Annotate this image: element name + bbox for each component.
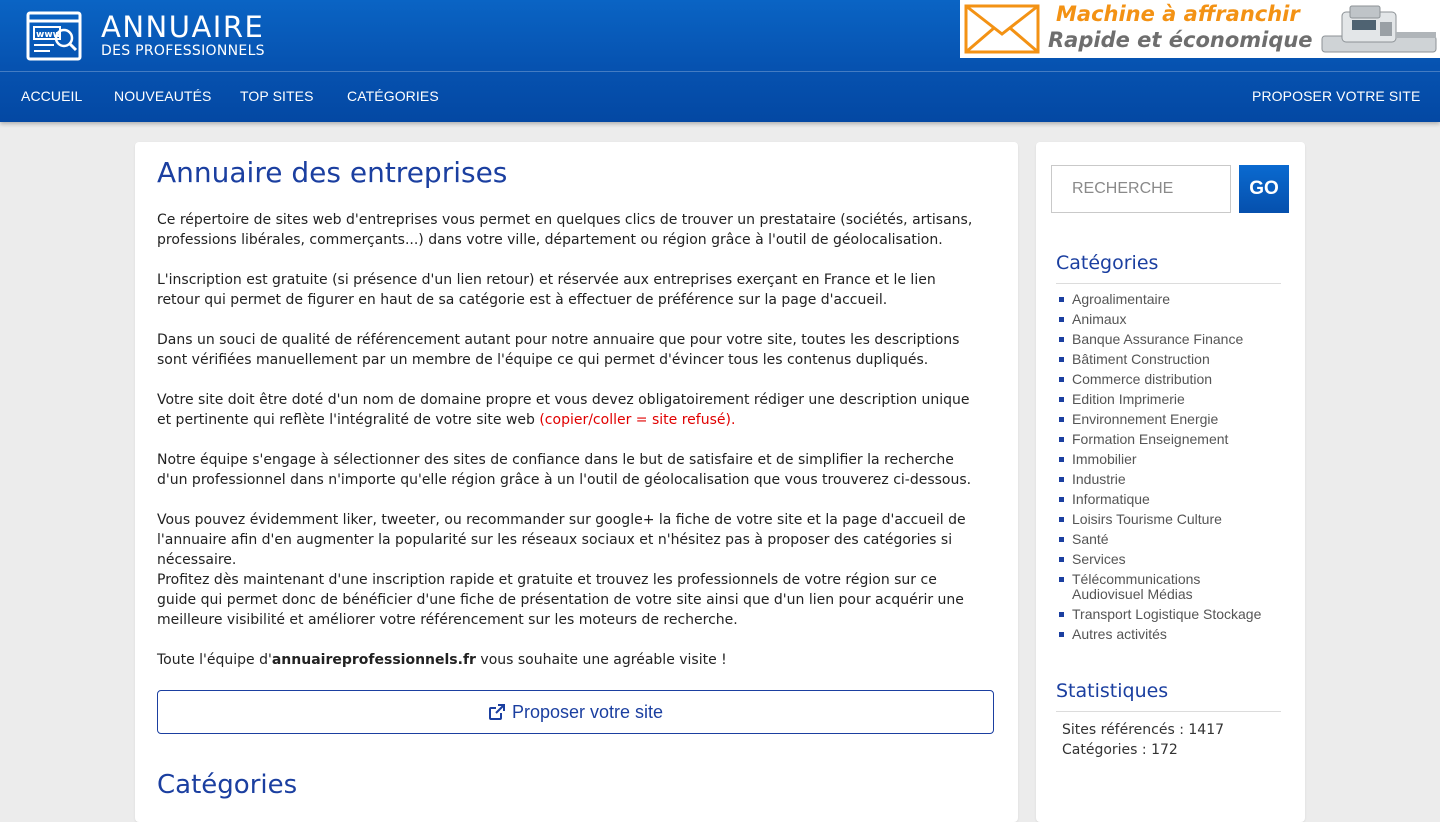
site-domain: annuaireprofessionnels.fr — [271, 652, 476, 668]
sidebar-categories-title: Catégories — [1056, 252, 1159, 274]
site-logo-subtitle[interactable]: DES PROFESSIONNELS — [101, 43, 265, 59]
search-go-button[interactable]: GO — [1239, 165, 1289, 213]
category-label: Animaux — [1072, 311, 1127, 327]
propose-site-label: Proposer votre site — [511, 701, 664, 722]
stat-sites-count: Sites référencés : 1417 — [1062, 722, 1225, 738]
stat-categories-count: Catégories : 172 — [1062, 742, 1178, 758]
category-label: Transport Logistique Stockage — [1072, 606, 1262, 622]
category-item[interactable] — [1059, 492, 1284, 507]
ad-headline: Machine à affranchir — [1056, 2, 1300, 26]
bullet-icon — [1059, 397, 1064, 402]
warning-period: . — [730, 412, 736, 428]
sidebar-stats-title: Statistiques — [1056, 680, 1169, 702]
category-item[interactable] — [1059, 572, 1232, 602]
intro-paragraph-8 — [157, 650, 977, 670]
bullet-icon — [1059, 337, 1064, 342]
categories-heading: Catégories — [157, 770, 298, 800]
bullet-icon — [1059, 357, 1064, 362]
ad-tagline: Rapide et économique — [1048, 28, 1313, 52]
page-title: Annuaire des entreprises — [157, 156, 508, 189]
www-browser-icon[interactable] — [26, 11, 82, 61]
divider — [1056, 283, 1281, 284]
category-label: Santé — [1072, 531, 1109, 547]
intro-paragraph-4 — [157, 390, 977, 430]
bullet-icon — [1059, 537, 1064, 542]
bullet-icon — [1059, 417, 1064, 422]
category-label: Commerce distribution — [1072, 371, 1213, 387]
category-label: Services — [1072, 551, 1126, 567]
category-item[interactable] — [1059, 412, 1284, 427]
top-bar — [0, 0, 1440, 72]
intro-paragraph-3: Dans un souci de qualité de référencement autant pour notre annuaire que pour votre site, toutes les descriptions sont vérifiées manuellement par un membre de l'équipe ce qui permet d'évincer tous les contenus dupliqués. — [157, 332, 960, 368]
envelope-icon — [964, 4, 1040, 54]
external-link-icon — [488, 703, 506, 721]
bullet-icon — [1059, 377, 1064, 382]
nav-categories[interactable]: CATÉGORIES — [347, 88, 439, 104]
bullet-icon — [1059, 517, 1064, 522]
category-list — [1059, 292, 1284, 647]
bullet-icon — [1059, 577, 1064, 582]
bullet-icon — [1059, 632, 1064, 637]
category-item[interactable] — [1059, 472, 1284, 487]
site-logo-title[interactable]: ANNUAIRE — [101, 10, 265, 44]
nav-nouveautes[interactable]: NOUVEAUTÉS — [114, 88, 212, 104]
category-label: Autres activités — [1072, 626, 1167, 642]
nav-accueil[interactable]: ACCUEIL — [21, 88, 83, 104]
svg-text:www: www — [36, 30, 61, 40]
bullet-icon — [1059, 557, 1064, 562]
category-item[interactable] — [1059, 532, 1284, 547]
bullet-icon — [1059, 317, 1064, 322]
category-item[interactable] — [1059, 627, 1284, 642]
category-item[interactable] — [1059, 552, 1284, 567]
category-item[interactable] — [1059, 312, 1284, 327]
nav-propose-site[interactable]: PROPOSER VOTRE SITE — [1252, 88, 1421, 104]
category-item[interactable] — [1059, 352, 1284, 367]
category-item[interactable] — [1059, 432, 1284, 447]
paragraph-4-text: Votre site doit être doté d'un nom de domaine propre et vous devez obligatoirement rédiger une description unique et pertinente qui reflète l'intégralité de votre site web — [157, 392, 970, 428]
category-label: Environnement Energie — [1072, 411, 1219, 427]
search-input[interactable] — [1051, 165, 1231, 213]
intro-paragraph-7: Profitez dès maintenant d'une inscription rapide et gratuite et trouvez les professionnels de votre région sur ce guide qui permet donc de bénéficier d'une fiche de présentation de votre site ainsi que d'un lien pour acquérir une meilleure visibilité et améliorer votre référencement sur les moteurs de recherche. — [157, 572, 964, 628]
stats-block — [1062, 720, 1224, 760]
bullet-icon — [1059, 297, 1064, 302]
bullet-icon — [1059, 612, 1064, 617]
nav-top-sites[interactable]: TOP SITES — [240, 88, 314, 104]
intro-paragraph-1: Ce répertoire de sites web d'entreprises vous permet en quelques clics de trouver un prestataire (sociétés, artisans, professions libérales, commerçants...) dans votre ville, département ou région grâce à l'outil de géolocalisation. — [157, 212, 973, 248]
sidebar — [1036, 142, 1305, 822]
category-label: Formation Enseignement — [1072, 431, 1229, 447]
intro-paragraph-2: L'inscription est gratuite (si présence d'un lien retour) et réservée aux entreprises exerçant en France et le lien retour qui permet de figurer en haut de sa catégorie est à effectuer de préférence sur la page d'accueil. — [157, 272, 936, 308]
propose-site-button[interactable] — [157, 690, 994, 734]
bullet-icon — [1059, 457, 1064, 462]
category-item[interactable] — [1059, 607, 1284, 622]
category-label: Bâtiment Construction — [1072, 351, 1210, 367]
divider — [1056, 711, 1281, 712]
ad-banner[interactable] — [960, 0, 1440, 58]
bullet-icon — [1059, 497, 1064, 502]
category-label: Industrie — [1072, 471, 1126, 487]
category-item[interactable] — [1059, 372, 1284, 387]
category-label: Banque Assurance Finance — [1072, 331, 1244, 347]
franking-machine-icon — [1320, 2, 1438, 58]
category-label: Télécommunications Audiovisuel Médias — [1072, 571, 1201, 602]
category-label: Immobilier — [1072, 451, 1137, 467]
main-card — [135, 142, 1018, 822]
category-label: Edition Imprimerie — [1072, 391, 1185, 407]
main-nav — [0, 72, 1440, 122]
category-item[interactable] — [1059, 292, 1284, 307]
bullet-icon — [1059, 437, 1064, 442]
category-item[interactable] — [1059, 392, 1284, 407]
category-label: Agroalimentaire — [1072, 291, 1171, 307]
paragraph-8-start: Toute l'équipe d' — [157, 652, 272, 668]
warning-copy-paste: (copier/coller = site refusé) — [539, 412, 731, 428]
intro-paragraph-6: Vous pouvez évidemment liker, tweeter, ou recommander sur google+ la fiche de votre site et la page d'accueil de l'annuaire afin d'en augmenter la popularité sur les réseaux sociaux et n'hésitez pas à proposer des catégories si nécessaire. — [157, 512, 966, 568]
category-label: Loisirs Tourisme Culture — [1072, 511, 1222, 527]
category-item[interactable] — [1059, 512, 1284, 527]
category-item[interactable] — [1059, 332, 1284, 347]
paragraph-8-end: vous souhaite une agréable visite ! — [475, 652, 727, 668]
intro-paragraph-5: Notre équipe s'engage à sélectionner des sites de confiance dans le but de satisfaire et de simplifier la recherche d'un professionnel dans n'importe qu'elle région grâce à un l'outil de géolocalisation que vous trouverez ci-dessous. — [157, 452, 972, 488]
category-label: Informatique — [1072, 491, 1150, 507]
bullet-icon — [1059, 477, 1064, 482]
category-item[interactable] — [1059, 452, 1284, 467]
site-header — [0, 0, 1440, 122]
